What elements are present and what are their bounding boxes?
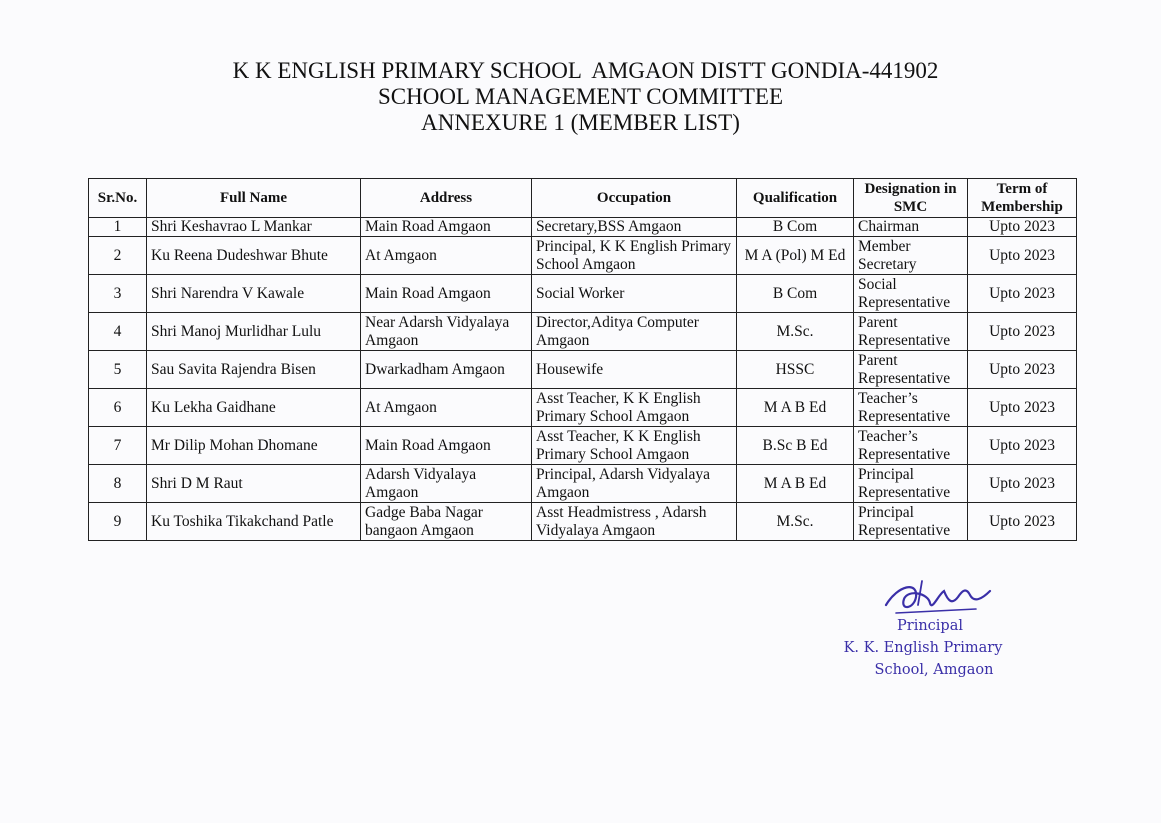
cell-full-name: Shri Narendra V Kawale xyxy=(147,275,361,313)
cell-qualification: M A B Ed xyxy=(737,389,854,427)
cell-full-name: Shri Keshavrao L Mankar xyxy=(147,218,361,237)
cell-term: Upto 2023 xyxy=(968,237,1077,275)
table-row xyxy=(89,389,1077,427)
cell-term: Upto 2023 xyxy=(968,313,1077,351)
cell-sr-no: 3 xyxy=(89,275,147,313)
table-row xyxy=(89,313,1077,351)
cell-designation: Teacher’s Representative xyxy=(854,427,968,465)
cell-qualification: B Com xyxy=(737,218,854,237)
cell-sr-no: 7 xyxy=(89,427,147,465)
cell-term: Upto 2023 xyxy=(968,465,1077,503)
stamp-school-line-1: K. K. English Primary xyxy=(843,640,1003,656)
stamp-school-line-2: School, Amgaon xyxy=(874,662,994,678)
header-sr-no: Sr.No. xyxy=(89,179,147,218)
cell-qualification: M.Sc. xyxy=(737,313,854,351)
cell-occupation: Principal, Adarsh Vidyalaya Amgaon xyxy=(532,465,737,503)
cell-full-name: Ku Lekha Gaidhane xyxy=(147,389,361,427)
cell-designation: Principal Representative xyxy=(854,503,968,541)
cell-designation: Member Secretary xyxy=(854,237,968,275)
cell-occupation: Asst Headmistress , Adarsh Vidyalaya Amgaon xyxy=(532,503,737,541)
cell-term: Upto 2023 xyxy=(968,218,1077,237)
table-row xyxy=(89,351,1077,389)
cell-occupation: Social Worker xyxy=(532,275,737,313)
cell-sr-no: 9 xyxy=(89,503,147,541)
header-qualification: Qualification xyxy=(737,179,854,218)
cell-term: Upto 2023 xyxy=(968,351,1077,389)
cell-full-name: Sau Savita Rajendra Bisen xyxy=(147,351,361,389)
cell-full-name: Ku Reena Dudeshwar Bhute xyxy=(147,237,361,275)
document-heading xyxy=(0,58,1161,136)
cell-qualification: M.Sc. xyxy=(737,503,854,541)
cell-sr-no: 1 xyxy=(89,218,147,237)
cell-qualification: M A (Pol) M Ed xyxy=(737,237,854,275)
cell-full-name: Shri D M Raut xyxy=(147,465,361,503)
header-full-name: Full Name xyxy=(147,179,361,218)
table-row xyxy=(89,465,1077,503)
cell-occupation: Asst Teacher, K K English Primary School Amgaon xyxy=(532,389,737,427)
school-name-line: K K ENGLISH PRIMARY SCHOOL AMGAON DISTT GONDIA-441902 xyxy=(232,58,939,83)
cell-full-name: Ku Toshika Tikakchand Patle xyxy=(147,503,361,541)
cell-designation: Parent Representative xyxy=(854,351,968,389)
principal-title: Principal xyxy=(897,618,963,634)
cell-occupation: Housewife xyxy=(532,351,737,389)
table-row xyxy=(89,427,1077,465)
table-row xyxy=(89,275,1077,313)
committee-line: SCHOOL MANAGEMENT COMMITTEE xyxy=(377,84,784,109)
cell-term: Upto 2023 xyxy=(968,389,1077,427)
cell-qualification: B Com xyxy=(737,275,854,313)
cell-designation: Principal Representative xyxy=(854,465,968,503)
cell-full-name: Shri Manoj Murlidhar Lulu xyxy=(147,313,361,351)
cell-occupation: Secretary,BSS Amgaon xyxy=(532,218,737,237)
cell-address: At Amgaon xyxy=(361,389,532,427)
cell-sr-no: 4 xyxy=(89,313,147,351)
table-header-row xyxy=(89,179,1077,218)
cell-designation: Chairman xyxy=(854,218,968,237)
cell-address: At Amgaon xyxy=(361,237,532,275)
cell-address: Gadge Baba Nagar bangaon Amgaon xyxy=(361,503,532,541)
header-occupation: Occupation xyxy=(532,179,737,218)
table-row xyxy=(89,237,1077,275)
cell-full-name: Mr Dilip Mohan Dhomane xyxy=(147,427,361,465)
cell-term: Upto 2023 xyxy=(968,427,1077,465)
cell-designation: Social Representative xyxy=(854,275,968,313)
cell-address: Adarsh Vidyalaya Amgaon xyxy=(361,465,532,503)
annexure-line: ANNEXURE 1 (MEMBER LIST) xyxy=(421,110,740,135)
header-address: Address xyxy=(361,179,532,218)
cell-address: Near Adarsh Vidyalaya Amgaon xyxy=(361,313,532,351)
header-designation: Designation in SMC xyxy=(854,179,968,218)
cell-term: Upto 2023 xyxy=(968,503,1077,541)
cell-sr-no: 2 xyxy=(89,237,147,275)
cell-term: Upto 2023 xyxy=(968,275,1077,313)
cell-designation: Teacher’s Representative xyxy=(854,389,968,427)
cell-address: Main Road Amgaon xyxy=(361,275,532,313)
table-row xyxy=(89,218,1077,237)
cell-address: Dwarkadham Amgaon xyxy=(361,351,532,389)
cell-qualification: B.Sc B Ed xyxy=(737,427,854,465)
table-row xyxy=(89,503,1077,541)
cell-occupation: Director,Aditya Computer Amgaon xyxy=(532,313,737,351)
cell-occupation: Asst Teacher, K K English Primary School Amgaon xyxy=(532,427,737,465)
cell-sr-no: 6 xyxy=(89,389,147,427)
cell-qualification: M A B Ed xyxy=(737,465,854,503)
cell-address: Main Road Amgaon xyxy=(361,427,532,465)
cell-sr-no: 8 xyxy=(89,465,147,503)
cell-occupation: Principal, K K English Primary School Amgaon xyxy=(532,237,737,275)
cell-sr-no: 5 xyxy=(89,351,147,389)
cell-address: Main Road Amgaon xyxy=(361,218,532,237)
cell-qualification: HSSC xyxy=(737,351,854,389)
member-list-table xyxy=(88,178,1077,541)
header-term: Term of Membership xyxy=(968,179,1077,218)
cell-designation: Parent Representative xyxy=(854,313,968,351)
